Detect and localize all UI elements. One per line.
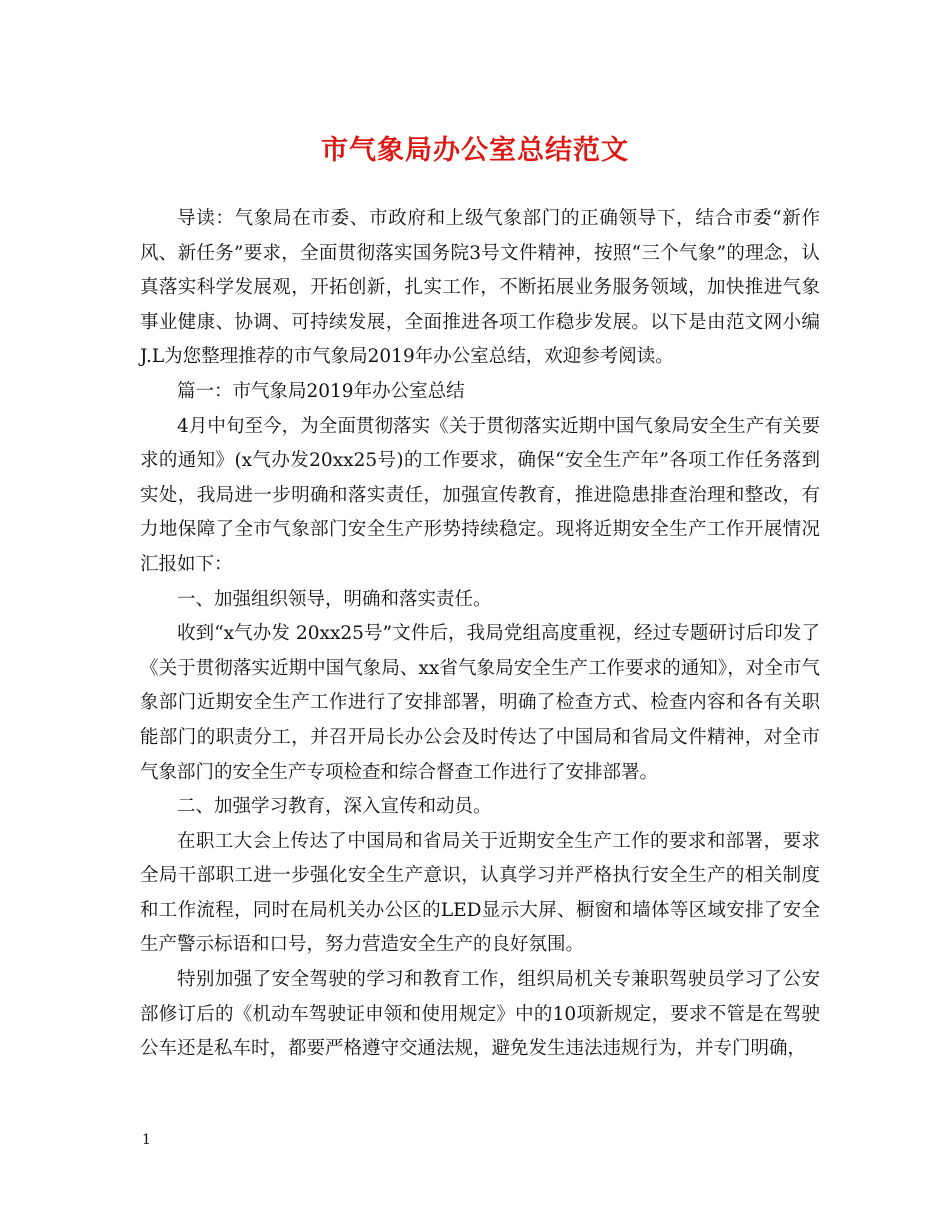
paragraph: 收到“x气办发 20xx25号”文件后，我局党组高度重视，经过专题研讨后印发了《关于贯彻落实近期中国气象局、xx省气象局安全生产工作要求的通知》，对全市气象部门近期安全生产工作进行了安排部署，明确了检查方式、检查内容和各有关职能部门的职责分工，并召开局长办公会及时传达了中国局和省局文件精神，对全市气象部门的安全生产专项检查和综合督查工作进行了安排部署。 — [140, 623, 820, 783]
document-title: 市气象局办公室总结范文 — [321, 135, 629, 166]
paragraph-intro: 导读：气象局在市委、市政府和上级气象部门的正确领导下，结合市委“新作风、新任务”要求，全面贯彻落实国务院3号文件精神，按照“三个气象”的理念，认真落实科学发展观，开拓创新，扎实工作，不断拓展业务服务领域，加快推进气象事业健康、协调、可持续发展，全面推进各项工作稳步发展。以下是由范文网小编J.L为您整理推荐的市气象局2019年办公室总结，欢迎参考阅读。 — [140, 208, 820, 368]
paragraph: 特别加强了安全驾驶的学习和教育工作，组织局机关专兼职驾驶员学习了公安部修订后的《机动车驾驶证申领和使用规定》中的10项新规定，要求不管是在驾驶公车还是私车时，都要严格遵守交通法规，避免发生违法违规行为，并专门明确， — [140, 969, 820, 1060]
paragraph-heading-1: 一、加强组织领导，明确和落实责任。 — [177, 588, 492, 610]
paragraph-section-heading: 篇一：市气象局2019年办公室总结 — [177, 380, 465, 402]
paragraph: 4月中旬至今，为全面贯彻落实《关于贯彻落实近期中国气象局安全生产有关要求的通知》(x气办发20xx25号)的工作要求，确保“安全生产年”各项工作任务落到实处，我局进一步明确和落实责任，加强宣传教育，推进隐患排查治理和整改，有力地保障了全市气象部门安全生产形势持续稳定。现将近期安全生产工作开展情况汇报如下： — [140, 415, 820, 575]
paragraph: 在职工大会上传达了中国局和省局关于近期安全生产工作的要求和部署，要求全局干部职工进一步强化安全生产意识，认真学习并严格执行安全生产的相关制度和工作流程，同时在局机关办公区的LED显示大屏、橱窗和墙体等区域安排了安全生产警示标语和口号，努力营造安全生产的良好氛围。 — [140, 830, 820, 956]
page-number: 1 — [142, 1132, 151, 1148]
document-body — [140, 202, 820, 1067]
paragraph-heading-2: 二、加强学习教育，深入宣传和动员。 — [177, 796, 492, 818]
